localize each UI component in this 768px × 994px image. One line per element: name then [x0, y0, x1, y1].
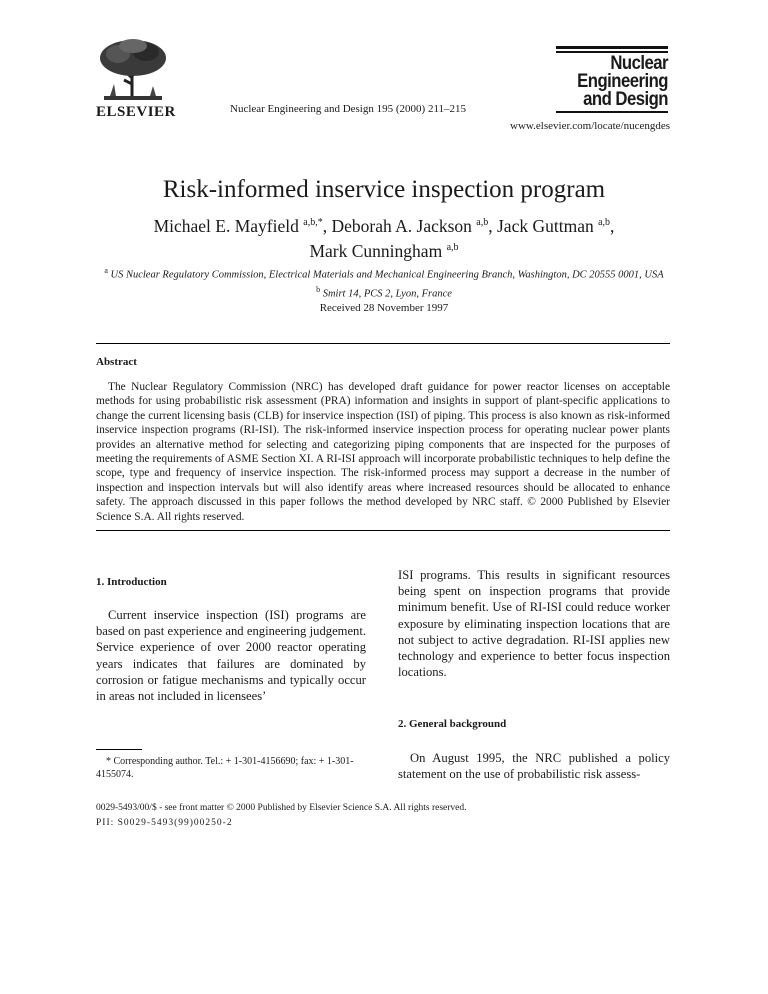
- author-name: Michael E. Mayfield: [153, 215, 299, 236]
- affiliations: [0, 264, 768, 301]
- section-heading-introduction: 1. Introduction: [96, 576, 167, 588]
- journal-logo-line: and Design: [583, 89, 668, 110]
- introduction-paragraph: Current inservice inspection (ISI) programs are based on past experience and engineering judgement. Service experience of over 2000 reactor operating years indicates that failures are dominated by corrosion or fatigue mechanisms and typically occur in areas not included in licensees’: [96, 608, 366, 704]
- author-affil-mark: a,b: [476, 217, 489, 228]
- pii-line: PII: S0029-5493(99)00250-2: [96, 817, 233, 828]
- author-list: [0, 212, 768, 262]
- received-date: Received 28 November 1997: [319, 302, 449, 314]
- logo-rule: [556, 111, 668, 113]
- author-name: Jack Guttman: [497, 215, 594, 236]
- footnote-divider: [96, 749, 142, 750]
- background-paragraph: On August 1995, the NRC published a policy statement on the use of probabilistic risk assess-: [398, 751, 670, 782]
- abstract-text: The Nuclear Regulatory Commission (NRC) has developed draft guidance for power reactor licenses on acceptable methods for using probabilistic risk assessment (PRA) information and insights in support of plant-specific applications to change the current licensing basis (CLB) for inservice inspection (ISI) of piping. This process is also known as risk-informed inservice inspection programs (RI-ISI). The risk-informed inservice inspection process for operating nuclear power plants provides an alternative method for selecting and categorizing piping components that are inspected for the purposes of meeting the requirements of ASME Section XI. A RI-ISI approach will incorporate probabilistic techniques to help define the scope, type and frequency of inservice inspection. The risk-informed process may support a decrease in the number of inspection and inspection intervals but will also identify areas where increased resources should be allocated to enhance safety. The approach discussed in this paper follows the method developed by NRC staff. © 2000 Published by Elsevier Science S.A. All rights reserved.: [96, 381, 670, 523]
- divider: [96, 530, 670, 531]
- author-name: Deborah A. Jackson: [331, 215, 472, 236]
- affiliation-text: Smirt 14, PCS 2, Lyon, France: [322, 288, 452, 299]
- elsevier-tree-logo: [96, 38, 170, 102]
- publisher-name: ELSEVIER: [96, 104, 176, 120]
- journal-citation: Nuclear Engineering and Design 195 (2000) 211–215: [230, 103, 467, 115]
- affiliation-mark: b: [316, 284, 321, 294]
- author-affil-mark: a,b: [446, 241, 459, 253]
- affiliation: [0, 264, 768, 283]
- author-affil-mark: a,b,*: [303, 217, 323, 228]
- corresponding-author-footnote: * Corresponding author. Tel.: + 1-301-4156690; fax: + 1-301-4155074.: [96, 756, 354, 780]
- journal-logo-line: Nuclear: [610, 53, 668, 74]
- divider: [96, 343, 670, 344]
- author-name: Mark Cunningham: [309, 240, 443, 261]
- abstract-heading: Abstract: [96, 356, 137, 368]
- issn-line: 0029-5493/00/$ - see front matter © 2000 Published by Elsevier Science S.A. All rights reserved.: [96, 803, 467, 813]
- affiliation: [0, 283, 768, 302]
- author-line-1: Michael E. Mayfield $^{a,b,*}$, Deborah A. Jackson $^{a,b}$, Jack Guttman $^{a,b}$,: [153, 215, 615, 236]
- journal-logo-line: Engineering: [577, 71, 668, 92]
- journal-url[interactable]: www.elsevier.com/locate/nucengdes: [510, 120, 670, 132]
- section-heading-background: 2. General background: [398, 718, 507, 730]
- copyright-block: [96, 801, 467, 830]
- logo-rule: [556, 46, 668, 49]
- article-title: Risk-informed inservice inspection program: [162, 176, 606, 203]
- affiliation-text: US Nuclear Regulatory Commission, Electrical Materials and Mechanical Engineering Branch, Washington, DC 20555 0001, USA: [110, 269, 664, 281]
- author-line-2: [0, 237, 768, 262]
- author-affil-mark: a,b: [598, 217, 611, 228]
- introduction-paragraph-continued: ISI programs. This results in significant resources being spent on inspection programs that provide minimum benefit. Use of RI-ISI could reduce worker exposure by eliminating inspection locations that are not subject to active degradation. RI-ISI applies new technology and experience to better focus inspection locations.: [398, 568, 670, 680]
- journal-logo: [556, 44, 668, 115]
- affiliation-mark: a: [104, 266, 108, 275]
